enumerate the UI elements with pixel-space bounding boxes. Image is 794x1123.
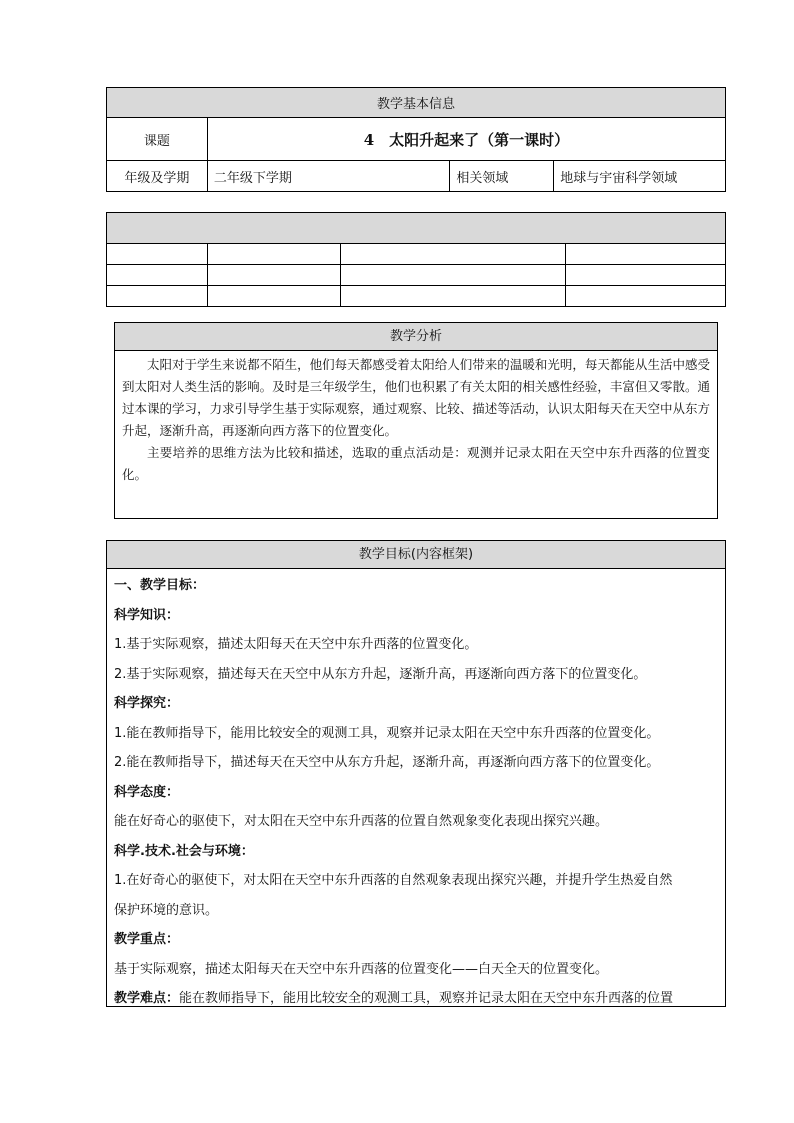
objective-line: 1.能在教师指导下，能用比较安全的观测工具，观察并记录太阳在天空中东升西落的位置变化。 <box>114 725 660 741</box>
basic-info-header: 教学基本信息 <box>107 88 726 118</box>
objective-line: 1.在好奇心的驱使下，对太阳在天空中东升西落的自然观象表现出探究兴趣，并提升学生热爱自然 <box>114 873 673 888</box>
table-row <box>107 244 726 265</box>
analysis-body <box>115 351 717 486</box>
analysis-paragraph: 主要培养的思维方法为比较和描述，选取的重点活动是：观测并记录太阳在天空中东升西落的位置变化。 <box>122 445 710 482</box>
topic-label: 课题 <box>107 118 208 161</box>
objective-line: 能在好奇心的驱使下，对太阳在天空中东升西落的位置自然观象变化表现出探究兴趣。 <box>114 814 609 829</box>
analysis-paragraph: 太阳对于学生来说都不陌生，他们每天都感受着太阳给人们带来的温暖和光明，每天都能从生活中感受到太阳对人类生活的影响。及时是三年级学生，他们也积累了有关太阳的相关感性经验，丰富但又零散。通过本课的学习，力求引导学生基于实际观察，通过观察、比较、描述等活动，认识太阳每天在天空中从东方升起，逐渐升高，再逐渐向西方落下的位置变化。 <box>122 357 710 438</box>
objective-line: 2.能在教师指导下，描述每天在天空中从东方升起，逐渐升高，再逐渐向西方落下的位置变化。 <box>114 755 660 770</box>
objectives-body <box>107 569 725 1007</box>
objective-line: 科学态度： <box>114 784 180 800</box>
teaching-objectives-box <box>106 540 726 1007</box>
grade-value: 二年级下学期 <box>207 161 450 192</box>
difficulty-text: 能在教师指导下，能用比较安全的观测工具，观察并记录太阳在天空中东升西落的位置 <box>179 991 674 1006</box>
empty-grid-table <box>106 212 726 307</box>
objective-line: 一、教学目标： <box>114 578 206 593</box>
teaching-analysis-box <box>114 322 718 519</box>
objectives-header: 教学目标(内容框架) <box>107 541 725 569</box>
grade-label: 年级及学期 <box>107 161 208 192</box>
objective-line: 基于实际观察，描述太阳每天在天空中东升西落的位置变化——白天全天的位置变化。 <box>114 961 609 977</box>
objective-line: 保护环境的意识。 <box>114 902 219 918</box>
basic-info-table <box>106 87 726 192</box>
difficulty-line <box>114 984 718 1007</box>
objective-line: 2.基于实际观察，描述每天在天空中从东方升起，逐渐升高，再逐渐向西方落下的位置变化。 <box>114 666 647 682</box>
empty-grid-header <box>107 213 726 244</box>
lesson-title: 4 太阳升起来了（第一课时） <box>207 118 725 161</box>
field-value: 地球与宇宙科学领域 <box>554 161 726 192</box>
objective-line: 教学重点： <box>114 932 180 947</box>
objective-line: 科学.技术.社会与环境： <box>114 843 254 859</box>
table-row <box>107 265 726 286</box>
objective-line: 科学探究： <box>114 696 180 711</box>
difficulty-label: 教学难点： <box>114 991 180 1006</box>
objective-line: 1.基于实际观察，描述太阳每天在天空中东升西落的位置变化。 <box>114 637 478 652</box>
objective-line: 科学知识： <box>114 607 180 623</box>
field-label: 相关领域 <box>450 161 554 192</box>
analysis-header: 教学分析 <box>115 323 717 351</box>
table-row <box>107 286 726 307</box>
